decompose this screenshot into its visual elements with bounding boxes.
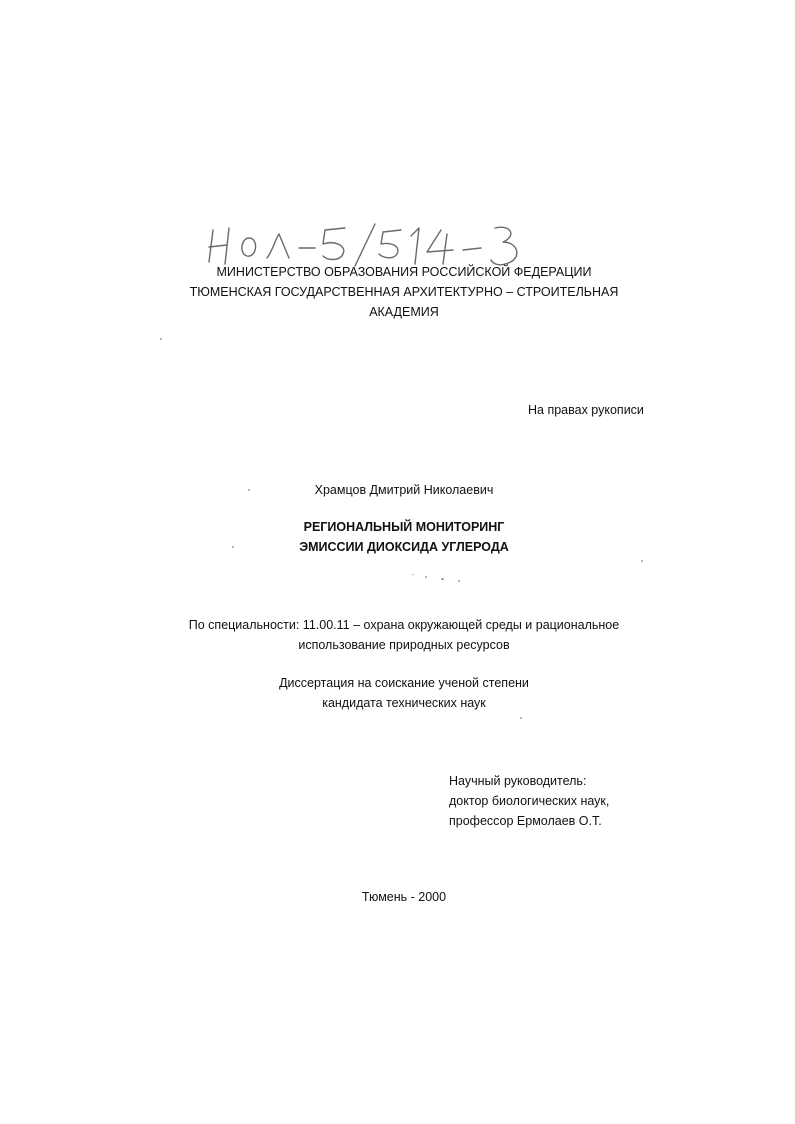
ministry-heading: МИНИСТЕРСТВО ОБРАЗОВАНИЯ РОССИЙСКОЙ ФЕДЕРАЦИИ: [216, 265, 592, 279]
academy-heading-line1: ТЮМЕНСКАЯ ГОСУДАРСТВЕННАЯ АРХИТЕКТУРНО – СТРОИТЕЛЬНАЯ: [189, 285, 619, 299]
handwritten-archive-mark: [205, 220, 545, 268]
thesis-title-line1: РЕГИОНАЛЬНЫЙ МОНИТОРИНГ: [303, 520, 505, 534]
scan-speck: [641, 560, 643, 562]
scan-speck: [412, 574, 414, 575]
manuscript-rights-note: На правах рукописи: [528, 403, 644, 417]
scan-speck: [458, 580, 460, 582]
supervisor-label: Научный руководитель:: [449, 774, 587, 788]
dissertation-degree-line2: кандидата технических наук: [322, 696, 486, 710]
specialty-line2: использование природных ресурсов: [298, 638, 510, 652]
city-year: Тюмень - 2000: [361, 890, 447, 904]
thesis-title-line2: ЭМИССИИ ДИОКСИДА УГЛЕРОДА: [299, 540, 509, 554]
scan-speck: [520, 717, 522, 719]
academy-heading-line2: АКАДЕМИЯ: [369, 305, 439, 319]
author-name: Храмцов Дмитрий Николаевич: [314, 483, 494, 497]
specialty-line1: По специальности: 11.00.11 – охрана окружающей среды и рациональное: [188, 618, 620, 632]
supervisor-degree: доктор биологических наук,: [449, 794, 610, 808]
scan-speck: [248, 489, 250, 491]
supervisor-name: профессор Ермолаев О.Т.: [449, 814, 602, 828]
scan-speck: [232, 546, 234, 548]
scan-speck: [441, 578, 444, 580]
scan-speck: [425, 576, 427, 578]
scan-speck: [160, 338, 162, 340]
dissertation-degree-line1: Диссертация на соискание ученой степени: [279, 676, 529, 690]
